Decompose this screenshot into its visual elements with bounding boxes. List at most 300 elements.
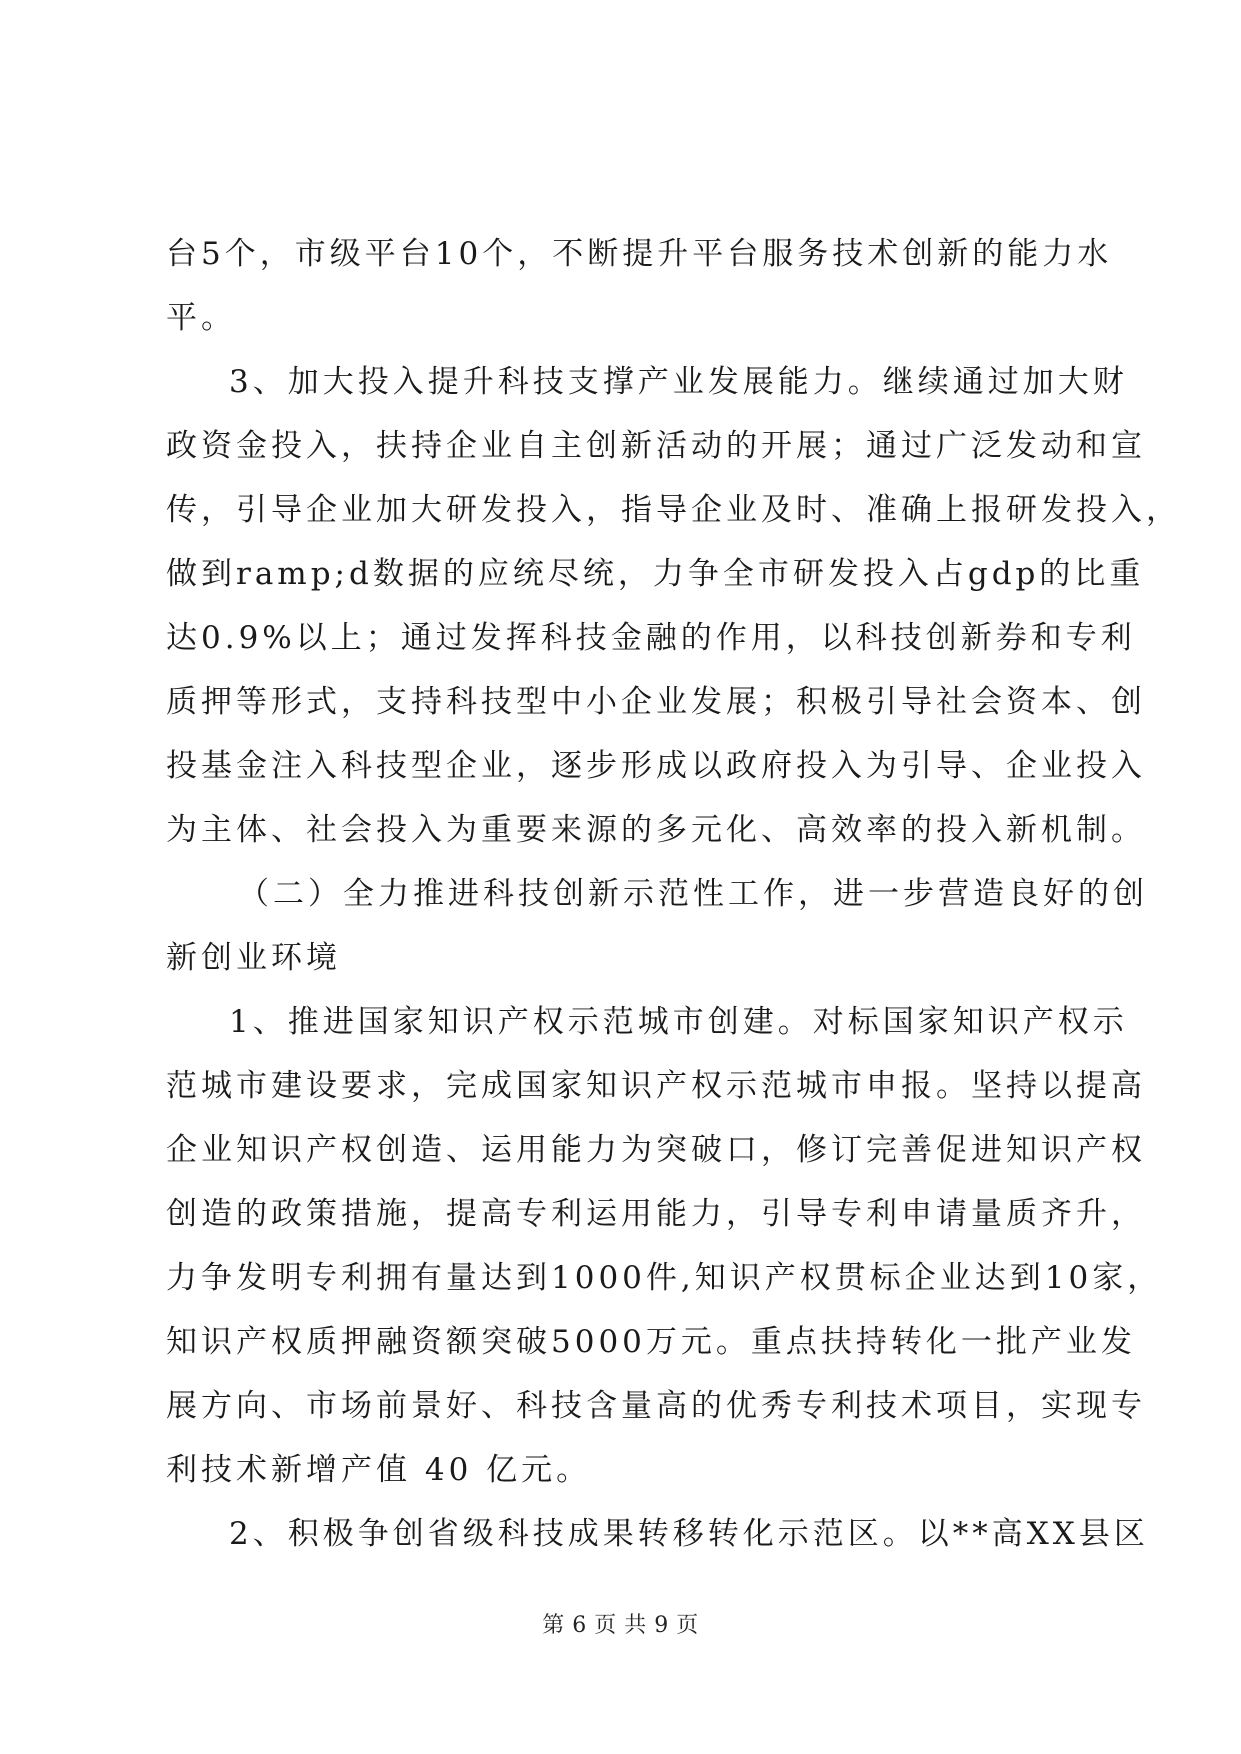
text-glyph: 方	[201, 1388, 236, 1424]
text-glyph: ，	[761, 1132, 796, 1168]
text-glyph: 率	[866, 812, 901, 848]
text-line	[166, 746, 1146, 786]
text-glyph: 发	[481, 492, 516, 528]
text-glyph: 点	[785, 1324, 821, 1360]
text-glyph: 发	[691, 684, 726, 720]
text-glyph: 企	[446, 428, 481, 464]
text-glyph: 。	[882, 1516, 918, 1552]
text-glyph: 创	[707, 1004, 743, 1040]
text-glyph: 元	[691, 812, 726, 848]
text-glyph: 步	[903, 876, 938, 912]
text-glyph: 创	[376, 1132, 411, 1168]
text-glyph: 完	[866, 1132, 901, 1168]
text-glyph: 善	[901, 1132, 936, 1168]
text-glyph: 动	[1041, 428, 1076, 464]
text-glyph: 传	[166, 492, 201, 528]
text-glyph: 注	[271, 748, 306, 784]
text-glyph: 平	[692, 236, 728, 272]
text-glyph: 能	[656, 1196, 691, 1232]
text-glyph: 入	[897, 556, 933, 592]
text-glyph: 创	[553, 876, 588, 912]
text-glyph: 引	[236, 492, 271, 528]
text-glyph: 10	[1044, 1260, 1093, 1296]
text-glyph: 范	[166, 1068, 201, 1104]
text-glyph: 进	[833, 876, 868, 912]
text-glyph: 申	[901, 1196, 936, 1232]
text-glyph: 知	[1006, 1132, 1041, 1168]
text-glyph: 景	[411, 1388, 446, 1424]
text-glyph: 和	[1030, 620, 1066, 656]
text-glyph: ，	[341, 684, 376, 720]
text-glyph: 产	[497, 1004, 533, 1040]
text-glyph: 家	[551, 1068, 586, 1104]
text-line	[166, 1258, 1163, 1298]
text-glyph: 新	[1006, 812, 1041, 848]
text-glyph: 实	[1041, 1388, 1076, 1424]
text-glyph: 争	[687, 556, 723, 592]
text-glyph: 金	[610, 620, 646, 656]
text-glyph: 技	[575, 620, 611, 656]
text-glyph: ，	[516, 748, 551, 784]
text-glyph: 企	[166, 1132, 201, 1168]
text-glyph: 用	[750, 620, 786, 656]
text-glyph: 完	[446, 1068, 481, 1104]
text-glyph: 。	[936, 1068, 971, 1104]
text-glyph: ，	[517, 236, 553, 272]
text-line	[166, 810, 1146, 850]
text-glyph: 业	[656, 684, 691, 720]
text-glyph: 极	[322, 1516, 358, 1552]
text-glyph: 向	[236, 1388, 271, 1424]
text-glyph: 数	[372, 556, 408, 592]
text-glyph: 发	[827, 556, 863, 592]
text-glyph: 的	[680, 620, 716, 656]
text-glyph: 区	[847, 1516, 883, 1552]
text-glyph: 的	[1078, 876, 1113, 912]
text-glyph: 加	[376, 492, 411, 528]
text-glyph: 高	[1111, 1068, 1146, 1104]
text-glyph: 本	[1041, 684, 1076, 720]
text-glyph: 导	[796, 1196, 831, 1232]
text-glyph: 准	[866, 492, 901, 528]
text-glyph: 金	[236, 748, 271, 784]
text-glyph: 机	[1041, 812, 1076, 848]
text-glyph: 宣	[1111, 428, 1146, 464]
text-glyph: 申	[866, 1068, 901, 1104]
text-glyph: 业	[672, 364, 708, 400]
text-glyph: 财	[1092, 364, 1128, 400]
text-glyph: 示	[1092, 1004, 1128, 1040]
text-glyph: 识	[462, 1004, 498, 1040]
text-glyph: 化	[726, 812, 761, 848]
text-glyph: 支	[376, 684, 411, 720]
text-glyph: 达	[481, 1260, 516, 1296]
text-glyph: 为	[446, 812, 481, 848]
text-glyph: 运	[586, 1196, 621, 1232]
text-glyph: 的	[1039, 556, 1075, 592]
text-glyph: 知	[586, 1068, 621, 1104]
text-line	[166, 1386, 1146, 1426]
text-glyph: 以	[295, 620, 331, 656]
text-glyph: 技	[481, 684, 516, 720]
text-glyph: 好	[1043, 876, 1078, 912]
text-glyph: 术	[901, 1388, 936, 1424]
text-glyph: 现	[1076, 1388, 1111, 1424]
text-glyph: 产	[1022, 1004, 1058, 1040]
text-glyph: 级	[329, 236, 365, 272]
text-glyph: ；	[831, 428, 866, 464]
text-glyph: 体	[236, 812, 271, 848]
text-glyph: 入	[306, 428, 341, 464]
text-glyph: 术	[867, 236, 903, 272]
text-glyph: 设	[306, 1068, 341, 1104]
text-glyph: 到	[1009, 1260, 1045, 1296]
text-glyph: 大	[322, 364, 358, 400]
section-heading-line	[238, 874, 1148, 914]
text-glyph: 升	[462, 364, 498, 400]
text-glyph: 投	[166, 748, 201, 784]
text-glyph: 、	[971, 748, 1006, 784]
text-glyph: 续	[917, 364, 953, 400]
text-glyph: 技	[866, 1388, 901, 1424]
text-glyph: 撑	[602, 364, 638, 400]
text-glyph: 业	[341, 492, 376, 528]
text-glyph: 示	[726, 1068, 761, 1104]
text-glyph: 企	[691, 492, 726, 528]
text-glyph: 标	[869, 1260, 905, 1296]
text-glyph: 件	[645, 1260, 681, 1296]
text-glyph: 县	[1078, 1516, 1114, 1552]
text-glyph: ，	[201, 492, 236, 528]
text-glyph: 会	[971, 684, 1006, 720]
text-glyph: 推	[413, 876, 448, 912]
text-glyph: 入	[1111, 748, 1146, 784]
text-glyph: 齐	[1041, 1196, 1076, 1232]
text-glyph: 效	[831, 812, 866, 848]
text-glyph: 活	[656, 428, 691, 464]
text-line	[229, 1514, 1149, 1554]
text-glyph: 工	[728, 876, 763, 912]
text-glyph: 服	[762, 236, 798, 272]
text-glyph: 为	[866, 748, 901, 784]
text-glyph: 成	[481, 1068, 516, 1104]
text-glyph: 级	[462, 1516, 498, 1552]
text-glyph: 国	[357, 1004, 393, 1040]
text-glyph: 转	[707, 1516, 743, 1552]
text-glyph: 升	[1076, 1196, 1111, 1232]
text-glyph: 性	[693, 876, 728, 912]
text-glyph: 扶	[820, 1324, 856, 1360]
text-glyph: 据	[407, 556, 443, 592]
text-glyph: ；	[761, 684, 796, 720]
text-glyph: 产	[637, 364, 673, 400]
text-glyph: 大	[1057, 364, 1093, 400]
text-glyph: 知	[694, 1260, 730, 1296]
text-line	[166, 1322, 1136, 1362]
text-glyph: 引	[761, 1196, 796, 1232]
text-glyph: 秀	[761, 1388, 796, 1424]
text-glyph: ，	[411, 1196, 446, 1232]
text-glyph: 资	[1006, 684, 1041, 720]
text-glyph: 和	[1076, 428, 1111, 464]
text-glyph: 市	[757, 556, 793, 592]
text-glyph: 一	[960, 1324, 996, 1360]
text-glyph: 能	[551, 1132, 586, 1168]
text-glyph: 转	[890, 1324, 926, 1360]
text-glyph: 台	[166, 236, 201, 272]
text-line: 平。	[166, 300, 236, 336]
text-glyph: ，	[1006, 1388, 1041, 1424]
text-glyph: 企	[1006, 748, 1041, 784]
text-glyph: 含	[586, 1388, 621, 1424]
text-glyph: 主	[551, 428, 586, 464]
text-line	[166, 1066, 1146, 1106]
text-glyph: 国	[882, 1004, 918, 1040]
text-glyph: 报	[971, 492, 1006, 528]
text-glyph: 促	[936, 1132, 971, 1168]
text-glyph: 新	[588, 876, 623, 912]
text-glyph: 台	[727, 236, 763, 272]
text-glyph: 移	[672, 1516, 708, 1552]
text-glyph: 权	[799, 1260, 835, 1296]
text-glyph: 化	[925, 1324, 961, 1360]
text-glyph: 贯	[834, 1260, 870, 1296]
text-glyph: 元	[680, 1324, 716, 1360]
text-glyph: 0.9%	[201, 620, 296, 656]
text-glyph: ，	[259, 236, 295, 272]
text-glyph: 、	[252, 1516, 288, 1552]
text-glyph: 过	[901, 428, 936, 464]
text-glyph: 造	[973, 876, 1008, 912]
text-glyph: 营	[938, 876, 973, 912]
text-glyph: 自	[516, 428, 551, 464]
text-glyph: 通	[866, 428, 901, 464]
text-glyph: 源	[586, 812, 621, 848]
text-glyph: 家	[917, 1004, 953, 1040]
text-glyph: 示	[623, 876, 658, 912]
text-glyph: 量	[621, 1388, 656, 1424]
text-glyph: 推	[287, 1004, 323, 1040]
text-glyph: 知	[166, 1324, 201, 1360]
text-glyph: 升	[657, 236, 693, 272]
text-glyph: 的	[236, 1196, 271, 1232]
text-glyph: 示	[777, 1516, 813, 1552]
text-glyph: 统	[582, 556, 618, 592]
text-glyph: 动	[691, 428, 726, 464]
text-glyph: 报	[901, 1068, 936, 1104]
text-glyph: 挥	[505, 620, 541, 656]
text-glyph: 上	[330, 620, 366, 656]
text-glyph: 优	[726, 1388, 761, 1424]
text-glyph: 破	[516, 1324, 551, 1360]
section-heading-line: 新创业环境	[166, 940, 341, 976]
text-glyph: 利	[551, 1196, 586, 1232]
text-glyph: 额	[446, 1324, 481, 1360]
text-glyph: 识	[729, 1260, 765, 1296]
text-glyph: 个	[482, 236, 518, 272]
text-glyph: 、	[1076, 684, 1111, 720]
text-glyph: 业	[939, 1260, 975, 1296]
text-line	[166, 234, 1113, 274]
text-glyph: 以	[917, 1516, 953, 1552]
text-glyph: 进	[448, 876, 483, 912]
text-line	[229, 1002, 1128, 1042]
text-glyph: 城	[796, 1068, 831, 1104]
text-glyph: 会	[341, 812, 376, 848]
text-glyph: 的	[972, 236, 1008, 272]
text-glyph: ramp;d	[236, 556, 373, 592]
text-glyph: 发	[1100, 1324, 1136, 1360]
text-glyph: 研	[792, 556, 828, 592]
text-glyph: 小	[586, 684, 621, 720]
text-glyph: 力	[586, 1132, 621, 1168]
text-glyph: 、	[252, 364, 288, 400]
text-glyph: 业	[481, 428, 516, 464]
text-glyph: 不	[552, 236, 588, 272]
text-glyph: 重	[1109, 556, 1145, 592]
text-glyph: 坚	[971, 1068, 1006, 1104]
text-glyph: 示	[567, 1004, 603, 1040]
text-glyph: 措	[341, 1196, 376, 1232]
text-glyph: 家	[392, 1004, 428, 1040]
text-glyph: 入	[971, 812, 1006, 848]
text-glyph: 极	[831, 684, 866, 720]
text-glyph: 科	[855, 620, 891, 656]
text-glyph: 良	[1008, 876, 1043, 912]
text-glyph: 全	[722, 556, 758, 592]
text-glyph: 高	[656, 1388, 691, 1424]
text-glyph: 中	[551, 684, 586, 720]
text-glyph: 资	[411, 1324, 446, 1360]
text-glyph: 尽	[547, 556, 583, 592]
text-glyph: 形	[621, 748, 656, 784]
text-glyph: 高	[481, 1196, 516, 1232]
text-glyph: 明	[271, 1260, 306, 1296]
text-glyph: 1	[229, 1004, 253, 1040]
text-glyph: 积	[287, 1516, 323, 1552]
text-glyph: 投	[516, 492, 551, 528]
text-glyph: 引	[866, 684, 901, 720]
text-glyph: 重	[750, 1324, 786, 1360]
text-glyph: ，	[1127, 1260, 1163, 1296]
text-glyph: 、	[481, 1388, 516, 1424]
text-glyph: 投	[1076, 492, 1111, 528]
text-glyph: 提	[446, 1196, 481, 1232]
text-glyph: ，	[798, 876, 833, 912]
text-glyph: 入	[411, 812, 446, 848]
text-glyph: 权	[532, 1004, 568, 1040]
text-glyph: 专	[831, 1196, 866, 1232]
text-glyph: 创	[1111, 684, 1146, 720]
text-glyph: 占	[932, 556, 968, 592]
text-glyph: 城	[201, 1068, 236, 1104]
text-glyph: 转	[637, 1516, 673, 1552]
text-line	[166, 1194, 1146, 1234]
text-glyph: 研	[446, 492, 481, 528]
text-glyph: 权	[691, 1068, 726, 1104]
text-glyph: 政	[271, 1196, 306, 1232]
text-glyph: 进	[971, 1132, 1006, 1168]
text-glyph: 应	[477, 556, 513, 592]
text-glyph: 个	[224, 236, 260, 272]
text-glyph: 。	[847, 364, 883, 400]
text-glyph: 融	[376, 1324, 411, 1360]
text-line	[166, 490, 1181, 530]
text-glyph: 企	[446, 748, 481, 784]
text-glyph: 权	[1111, 1132, 1146, 1168]
text-glyph: 权	[341, 1132, 376, 1168]
text-line	[166, 554, 1145, 594]
text-glyph: 型	[411, 748, 446, 784]
text-glyph: 知	[952, 1004, 988, 1040]
text-glyph: 以	[691, 748, 726, 784]
text-glyph: 继	[882, 364, 918, 400]
text-glyph: 比	[1074, 556, 1110, 592]
text-glyph: 区	[1113, 1516, 1149, 1552]
text-glyph: 为	[166, 812, 201, 848]
text-glyph: 进	[322, 1004, 358, 1040]
text-glyph: 到	[516, 1260, 551, 1296]
text-glyph: 入	[831, 748, 866, 784]
text-glyph: （	[238, 876, 273, 912]
text-glyph: 全	[343, 876, 378, 912]
text-glyph: 重	[481, 812, 516, 848]
text-glyph: 时	[796, 492, 831, 528]
text-glyph: 城	[637, 1004, 673, 1040]
text-glyph: 作	[715, 620, 751, 656]
text-glyph: 逐	[551, 748, 586, 784]
text-glyph: 创	[392, 1516, 428, 1552]
text-glyph: 要	[341, 1068, 376, 1104]
text-glyph: 新	[960, 620, 996, 656]
text-glyph: 的	[691, 1388, 726, 1424]
text-glyph: 、	[271, 812, 306, 848]
text-glyph: 专	[1065, 620, 1101, 656]
text-glyph: 多	[656, 812, 691, 848]
text-glyph: 业	[1041, 748, 1076, 784]
text-glyph: 发	[1006, 428, 1041, 464]
text-glyph: 为	[621, 1132, 656, 1168]
text-glyph: 产	[306, 1132, 341, 1168]
text-glyph: 提	[622, 236, 658, 272]
text-glyph: 到	[201, 556, 236, 592]
text-glyph: 指	[621, 492, 656, 528]
text-glyph: 创	[902, 236, 938, 272]
text-glyph: 的	[442, 556, 478, 592]
text-glyph: 省	[427, 1516, 463, 1552]
text-glyph: 押	[201, 684, 236, 720]
text-glyph: 作	[763, 876, 798, 912]
text-line	[166, 618, 1136, 658]
text-glyph: 积	[796, 684, 831, 720]
text-glyph: 、	[446, 1132, 481, 1168]
text-glyph: 产	[656, 1068, 691, 1104]
text-glyph: 科	[497, 364, 533, 400]
text-glyph: 过	[435, 620, 471, 656]
text-glyph: 提	[1076, 1068, 1111, 1104]
text-glyph: 步	[586, 748, 621, 784]
text-glyph: XX	[1026, 1516, 1079, 1552]
text-glyph: 持	[1006, 1068, 1041, 1104]
text-glyph: 通	[952, 364, 988, 400]
text-glyph: 权	[1057, 1004, 1093, 1040]
text-glyph: ，	[341, 428, 376, 464]
text-glyph: 高	[991, 1516, 1027, 1552]
text-glyph: 业	[481, 748, 516, 784]
text-glyph: 产	[1030, 1324, 1066, 1360]
text-glyph: 利	[341, 1260, 376, 1296]
text-glyph: 台	[399, 236, 435, 272]
